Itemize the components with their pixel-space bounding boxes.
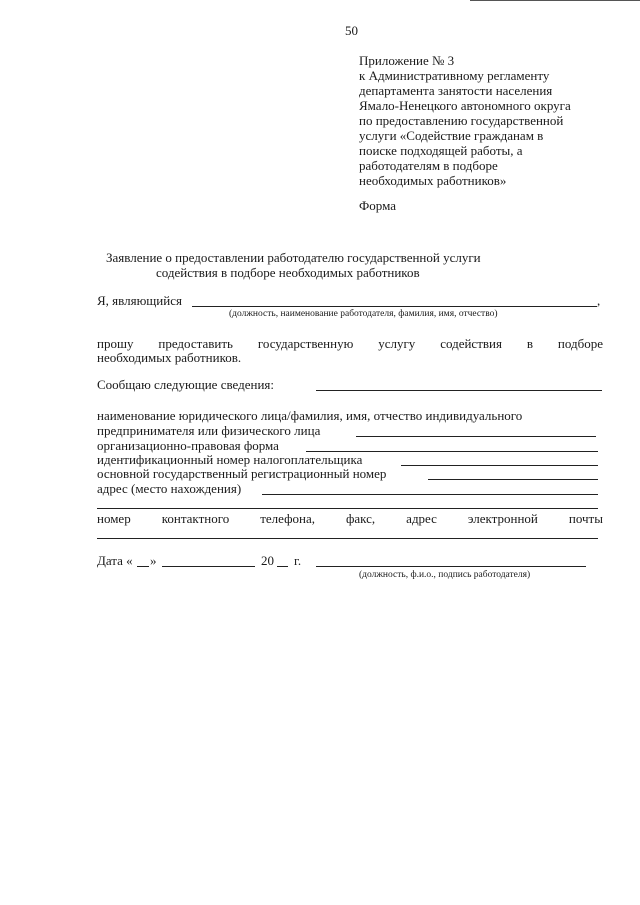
appendix-line: услуги «Содействие гражданам в <box>359 128 544 143</box>
applicant-label: Я, являющийся <box>97 293 182 308</box>
appendix-line: работодателям в подборе <box>359 158 498 173</box>
applicant-hint: (должность, наименование работодателя, фамилия, имя, отчество) <box>229 309 498 319</box>
inn-label: идентификационный номер налогоплательщика <box>97 452 363 467</box>
name-input-line[interactable] <box>356 436 596 437</box>
appendix-line: Ямало-Ненецкого автономного округа <box>359 98 571 113</box>
contacts-word: электронной <box>467 511 538 526</box>
request-word: государственную <box>257 336 354 351</box>
document-title-line1: Заявление о предоставлении работодателю государственной услуги <box>106 250 481 265</box>
info-label: Сообщаю следующие сведения: <box>97 377 275 392</box>
applicant-comma: , <box>597 293 601 308</box>
name-field-line1: наименование юридического лица/фамилия, имя, отчество индивидуального <box>97 408 523 423</box>
appendix-line: необходимых работников» <box>359 173 507 188</box>
scan-edge-line <box>470 0 640 1</box>
contacts-input-line[interactable] <box>97 538 598 539</box>
document-title-line2: содействия в подборе необходимых работников <box>156 265 420 280</box>
request-word: подборе <box>557 336 603 351</box>
signature-hint: (должность, ф.и.о., подпись работодателя) <box>359 570 531 580</box>
inn-input-line[interactable] <box>401 465 598 466</box>
ogrn-input-line[interactable] <box>428 479 598 480</box>
appendix-line: департамента занятости населения <box>359 83 553 98</box>
request-word: в <box>526 336 533 351</box>
applicant-input-line[interactable] <box>192 306 597 307</box>
request-word: содействия <box>440 336 502 351</box>
form-label: Форма <box>359 198 396 213</box>
ogrn-label: основной государственный регистрационный номер <box>97 466 387 481</box>
request-word: предоставить <box>158 336 233 351</box>
request-word: услугу <box>378 336 416 351</box>
org-form-label: организационно-правовая форма <box>97 438 279 453</box>
contacts-word: телефона, <box>260 511 315 526</box>
appendix-line: к Административному регламенту <box>359 68 550 83</box>
name-field-label: предпринимателя или физического лица <box>97 423 321 438</box>
contacts-word: адрес <box>406 511 437 526</box>
date-label: Дата « <box>97 553 133 568</box>
date-quote-close: » <box>150 553 157 568</box>
contacts-line <box>97 511 603 526</box>
signature-line[interactable] <box>316 566 586 567</box>
appendix-line: по предоставлению государственной <box>359 113 564 128</box>
appendix-line: поиске подходящей работы, а <box>359 143 523 158</box>
page-number: 50 <box>345 23 358 38</box>
contacts-word: номер <box>97 511 131 526</box>
request-word: прошу <box>97 336 134 351</box>
appendix-line: Приложение № 3 <box>359 53 455 68</box>
date-year-line[interactable] <box>277 566 288 567</box>
appendix-block <box>359 53 571 188</box>
address-input-line[interactable] <box>262 494 598 495</box>
date-year-suffix: г. <box>294 553 302 568</box>
contacts-word: контактного <box>161 511 230 526</box>
date-month-line[interactable] <box>162 566 255 567</box>
request-line2: необходимых работников. <box>97 350 242 365</box>
date-day-line[interactable] <box>137 566 149 567</box>
date-year-prefix: 20 <box>261 553 274 568</box>
contacts-word: почты <box>568 511 603 526</box>
request-line1 <box>97 336 603 351</box>
address-label: адрес (место нахождения) <box>97 481 242 496</box>
contacts-word: факс, <box>345 511 376 526</box>
address-extra-line[interactable] <box>97 508 598 509</box>
info-input-line[interactable] <box>316 390 602 391</box>
